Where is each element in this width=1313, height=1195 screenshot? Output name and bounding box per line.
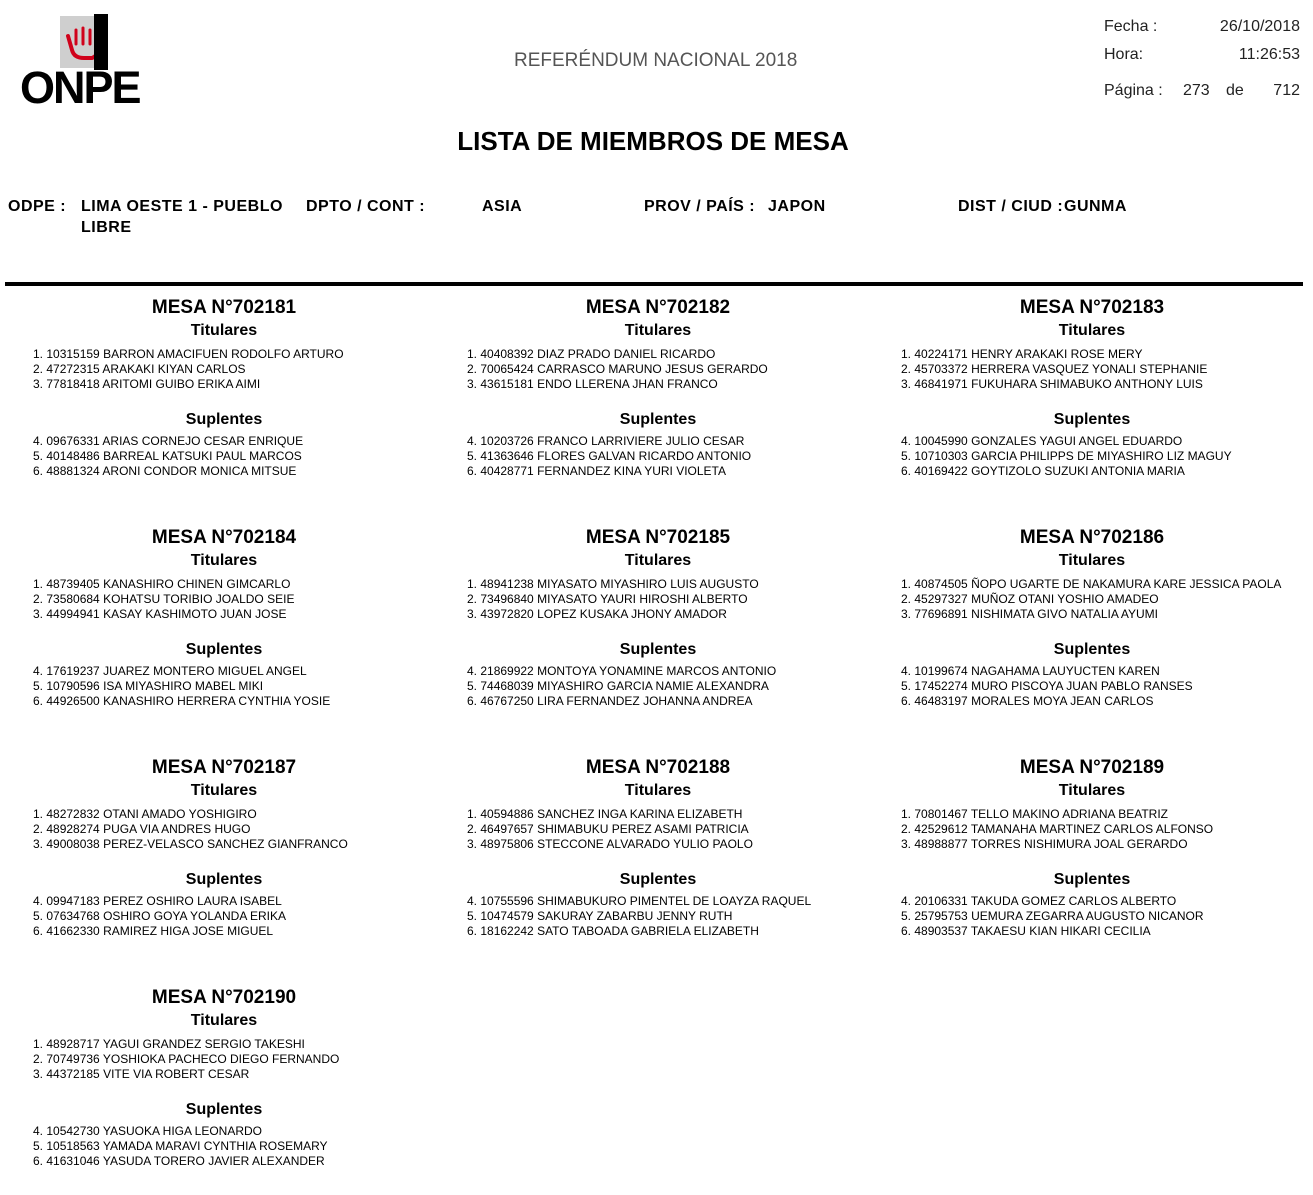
list-item: 5. 10790596 ISA MIYASHIRO MABEL MIKI: [33, 679, 264, 693]
list-item: 1. 40874505 ÑOPO UGARTE DE NAKAMURA KARE JESSICA PAOLA: [901, 577, 1282, 591]
list-item: 1. 40224171 HENRY ARAKAKI ROSE MERY: [901, 347, 1143, 361]
mesa-title: MESA N°702185: [585, 527, 731, 548]
titulares-heading: Titulares: [190, 1012, 258, 1029]
suplentes-list: [448, 894, 868, 939]
prov-label: PROV / PAÍS :: [644, 198, 756, 215]
prov-value: JAPON: [768, 198, 826, 215]
list-item: 6. 18162242 SATO TABOADA GABRIELA ELIZABETH: [467, 924, 759, 938]
mesa-title: MESA N°702181: [151, 297, 297, 318]
titulares-heading: Titulares: [624, 322, 692, 339]
list-item: 2. 46497657 SHIMABUKU PEREZ ASAMI PATRICIA: [467, 822, 749, 836]
list-item: 6. 41662330 RAMIREZ HIGA JOSE MIGUEL: [33, 924, 274, 938]
mesa-title: MESA N°702187: [151, 757, 297, 778]
suplentes-list: [14, 434, 434, 479]
list-item: 4. 10203726 FRANCO LARRIVIERE JULIO CESAR: [467, 434, 745, 448]
mesa-title: MESA N°702182: [585, 297, 731, 318]
titulares-list: [448, 807, 868, 852]
document-meta: [1104, 18, 1300, 110]
list-item: 4. 10045990 GONZALES YAGUI ANGEL EDUARDO: [901, 434, 1183, 448]
titulares-heading: Titulares: [1058, 552, 1126, 569]
suplentes-list: [882, 434, 1302, 479]
odpe-value: [81, 196, 283, 238]
list-item: 4. 17619237 JUAREZ MONTERO MIGUEL ANGEL: [33, 664, 307, 678]
mesa-title: MESA N°702188: [585, 757, 731, 778]
dpto-value: ASIA: [482, 198, 523, 215]
list-item: 2. 45297327 MUÑOZ OTANI YOSHIO AMADEO: [901, 592, 1159, 606]
list-item: 2. 47272315 ARAKAKI KIYAN CARLOS: [33, 362, 246, 376]
titulares-list: [448, 347, 868, 392]
titulares-list: [448, 577, 868, 622]
list-item: 1. 48928717 YAGUI GRANDEZ SERGIO TAKESHI: [33, 1037, 305, 1051]
list-item: 1. 48739405 KANASHIRO CHINEN GIMCARLO: [33, 577, 291, 591]
header-divider: [5, 282, 1303, 286]
mesa-title: MESA N°702183: [1019, 297, 1165, 318]
list-item: 4. 10755596 SHIMABUKURO PIMENTEL DE LOAYZA RAQUEL: [467, 894, 812, 908]
list-item: 6. 48881324 ARONI CONDOR MONICA MITSUE: [33, 464, 297, 478]
dist-value: GUNMA: [1064, 198, 1127, 215]
suplentes-heading: Suplentes: [185, 1101, 263, 1118]
mesa-block: [882, 296, 1302, 479]
titulares-heading: Titulares: [624, 782, 692, 799]
suplentes-list: [448, 664, 868, 709]
list-item: 5. 25795753 UEMURA ZEGARRA AUGUSTO NICANOR: [901, 909, 1204, 923]
titulares-heading: Titulares: [190, 782, 258, 799]
list-item: 5. 10710303 GARCIA PHILIPPS DE MIYASHIRO LIZ MAGUY: [901, 449, 1232, 463]
list-item: 6. 48903537 TAKAESU KIAN HIKARI CECILIA: [901, 924, 1151, 938]
list-item: 1. 40594886 SANCHEZ INGA KARINA ELIZABETH: [467, 807, 743, 821]
odpe-value-line1: LIMA OESTE 1 - PUEBLO: [81, 198, 283, 215]
suplentes-list: [14, 1124, 434, 1169]
titulares-heading: Titulares: [1058, 322, 1126, 339]
list-item: 5. 10518563 YAMADA MARAVI CYNTHIA ROSEMARY: [33, 1139, 328, 1153]
list-item: 3. 48988877 TORRES NISHIMURA JOAL GERARDO: [901, 837, 1188, 851]
list-item: 6. 40428771 FERNANDEZ KINA YURI VIOLETA: [467, 464, 726, 478]
list-item: 4. 09947183 PEREZ OSHIRO LAURA ISABEL: [33, 894, 282, 908]
list-item: 3. 49008038 PEREZ-VELASCO SANCHEZ GIANFRANCO: [33, 837, 348, 851]
suplentes-heading: Suplentes: [1053, 871, 1131, 888]
page-title: LISTA DE MIEMBROS DE MESA: [457, 126, 849, 156]
mesa-title: MESA N°702189: [1019, 757, 1165, 778]
list-item: 5. 07634768 OSHIRO GOYA YOLANDA ERIKA: [33, 909, 287, 923]
titulares-list: [882, 807, 1302, 852]
titulares-heading: Titulares: [190, 552, 258, 569]
list-item: 1. 70801467 TELLO MAKINO ADRIANA BEATRIZ: [901, 807, 1169, 821]
list-item: 3. 46841971 FUKUHARA SHIMABUKO ANTHONY LUIS: [901, 377, 1203, 391]
mesa-title: MESA N°702184: [151, 527, 297, 548]
total-paginas: 712: [1273, 82, 1300, 99]
odpe-label: ODPE :: [8, 198, 67, 215]
list-item: 4. 10542730 YASUOKA HIGA LEONARDO: [33, 1124, 263, 1138]
list-item: 5. 41363646 FLORES GALVAN RICARDO ANTONIO: [467, 449, 752, 463]
titulares-heading: Titulares: [190, 322, 258, 339]
mesa-block: [448, 756, 868, 939]
hora-value: 11:26:53: [1238, 46, 1300, 63]
onpe-logo: [20, 14, 150, 113]
titulares-list: [882, 347, 1302, 392]
list-item: 3. 48975806 STECCONE ALVARADO YULIO PAOLO: [467, 837, 753, 851]
mesa-block: [882, 526, 1302, 709]
list-item: 2. 48928274 PUGA VIA ANDRES HUGO: [33, 822, 251, 836]
suplentes-heading: Suplentes: [185, 411, 263, 428]
pagina-value: 273: [1183, 82, 1210, 99]
suplentes-list: [14, 664, 434, 709]
suplentes-list: [882, 664, 1302, 709]
list-item: 3. 77818418 ARITOMI GUIBO ERIKA AIMI: [33, 377, 261, 391]
list-item: 6. 41631046 YASUDA TORERO JAVIER ALEXANDER: [33, 1154, 325, 1168]
list-item: 6. 40169422 GOYTIZOLO SUZUKI ANTONIA MARIA: [901, 464, 1185, 478]
list-item: 4. 21869922 MONTOYA YONAMINE MARCOS ANTONIO: [467, 664, 777, 678]
logo-text: ONPE: [20, 62, 140, 113]
list-item: 2. 42529612 TAMANAHA MARTINEZ CARLOS ALFONSO: [901, 822, 1214, 836]
dist-label: DIST / CIUD :: [958, 198, 1064, 215]
mesa-block: [882, 756, 1302, 939]
list-item: 4. 09676331 ARIAS CORNEJO CESAR ENRIQUE: [33, 434, 304, 448]
dpto-label: DPTO / CONT :: [306, 198, 426, 215]
list-item: 3. 77696891 NISHIMATA GIVO NATALIA AYUMI: [901, 607, 1158, 621]
mesa-block: [14, 296, 434, 479]
list-item: 1. 40408392 DIAZ PRADO DANIEL RICARDO: [467, 347, 716, 361]
list-item: 2. 73496840 MIYASATO YAURI HIROSHI ALBERTO: [467, 592, 748, 606]
list-item: 1. 10315159 BARRON AMACIFUEN RODOLFO ARTURO: [33, 347, 344, 361]
suplentes-heading: Suplentes: [1053, 411, 1131, 428]
list-item: 6. 46483197 MORALES MOYA JEAN CARLOS: [901, 694, 1154, 708]
de-label: de: [1226, 82, 1244, 99]
pagina-label: Página :: [1104, 82, 1163, 99]
titulares-list: [14, 807, 434, 852]
suplentes-heading: Suplentes: [185, 641, 263, 658]
fecha-value: 26/10/2018: [1219, 18, 1300, 35]
list-item: 1. 48272832 OTANI AMADO YOSHIGIRO: [33, 807, 257, 821]
suplentes-list: [448, 434, 868, 479]
list-item: 3. 44994941 KASAY KASHIMOTO JUAN JOSE: [33, 607, 287, 621]
list-item: 5. 10474579 SAKURAY ZABARBU JENNY RUTH: [467, 909, 733, 923]
list-item: 5. 40148486 BARREAL KATSUKI PAUL MARCOS: [33, 449, 302, 463]
suplentes-heading: Suplentes: [619, 411, 697, 428]
titulares-list: [14, 347, 434, 392]
list-item: 5. 74468039 MIYASHIRO GARCIA NAMIE ALEXANDRA: [467, 679, 769, 693]
mesa-title: MESA N°702190: [151, 987, 297, 1008]
fecha-label: Fecha :: [1104, 18, 1158, 35]
list-item: 3. 43615181 ENDO LLERENA JHAN FRANCO: [467, 377, 718, 391]
mesa-title: MESA N°702186: [1019, 527, 1165, 548]
hora-label: Hora:: [1104, 46, 1144, 63]
list-item: 6. 44926500 KANASHIRO HERRERA CYNTHIA YOSIE: [33, 694, 331, 708]
suplentes-heading: Suplentes: [619, 641, 697, 658]
suplentes-list: [882, 894, 1302, 939]
list-item: 5. 17452274 MURO PISCOYA JUAN PABLO RANSES: [901, 679, 1193, 693]
mesa-block: [14, 526, 434, 709]
election-name: REFERÉNDUM NACIONAL 2018: [514, 50, 798, 71]
list-item: 2. 70749736 YOSHIOKA PACHECO DIEGO FERNANDO: [33, 1052, 340, 1066]
suplentes-heading: Suplentes: [619, 871, 697, 888]
list-item: 4. 10199674 NAGAHAMA LAUYUCTEN KAREN: [901, 664, 1160, 678]
suplentes-list: [14, 894, 434, 939]
mesa-block: [448, 296, 868, 479]
list-item: 3. 44372185 VITE VIA ROBERT CESAR: [33, 1067, 250, 1081]
mesa-block: [14, 756, 434, 939]
odpe-value-line2: LIBRE: [81, 219, 132, 236]
list-item: 1. 48941238 MIYASATO MIYASHIRO LUIS AUGUSTO: [467, 577, 759, 591]
mesa-block: [14, 986, 434, 1169]
titulares-list: [14, 577, 434, 622]
list-item: 2. 45703372 HERRERA VASQUEZ YONALI STEPHANIE: [901, 362, 1208, 376]
list-item: 6. 46767250 LIRA FERNANDEZ JOHANNA ANDREA: [467, 694, 753, 708]
list-item: 4. 20106331 TAKUDA GOMEZ CARLOS ALBERTO: [901, 894, 1177, 908]
suplentes-heading: Suplentes: [185, 871, 263, 888]
list-item: 2. 70065424 CARRASCO MARUNO JESUS GERARDO: [467, 362, 768, 376]
titulares-list: [882, 577, 1302, 622]
suplentes-heading: Suplentes: [1053, 641, 1131, 658]
titulares-heading: Titulares: [1058, 782, 1126, 799]
titulares-heading: Titulares: [624, 552, 692, 569]
list-item: 3. 43972820 LOPEZ KUSAKA JHONY AMADOR: [467, 607, 727, 621]
titulares-list: [14, 1037, 434, 1082]
mesa-block: [448, 526, 868, 709]
list-item: 2. 73580684 KOHATSU TORIBIO JOALDO SEIE: [33, 592, 295, 606]
